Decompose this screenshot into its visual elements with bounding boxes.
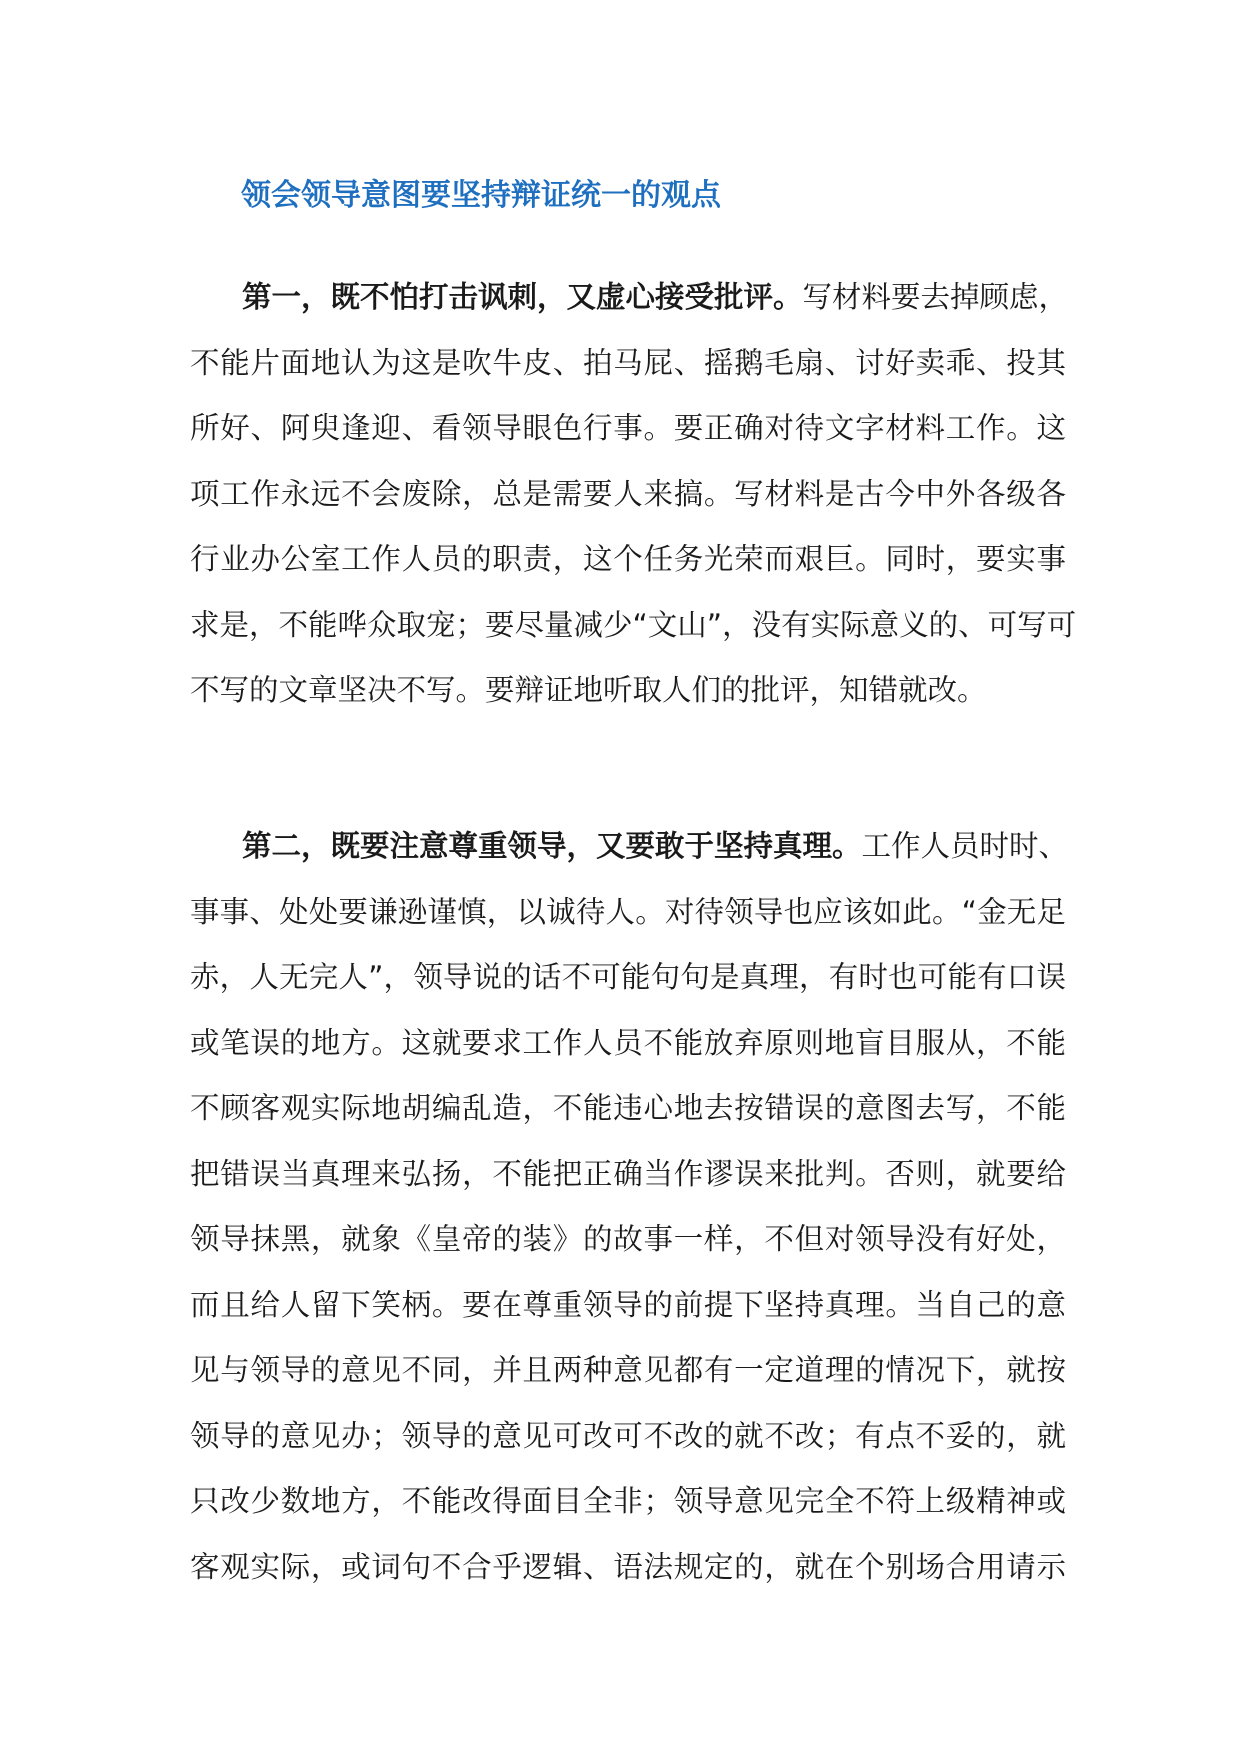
paragraph-lead: 第二，既要注意尊重领导，又要敢于坚持真理。 [242, 829, 862, 863]
paragraph-line: 项工作永远不会废除，总是需要人来搞。写材料是古今中外各级各 [190, 476, 1066, 511]
paragraph-line: 把错误当真理来弘扬，不能把正确当作谬误来批判。否则，就要给 [190, 1156, 1066, 1191]
document-title: 领会领导意图要坚持辩证统一的观点 [241, 178, 721, 213]
paragraph-line: 领导的意见办；领导的意见可改可不改的就不改；有点不妥的，就 [190, 1418, 1066, 1453]
paragraph-line: 不能片面地认为这是吹牛皮、拍马屁、摇鹅毛扇、讨好卖乖、投其 [190, 345, 1066, 380]
paragraph-line: 而且给人留下笑柄。要在尊重领导的前提下坚持真理。当自己的意 [190, 1287, 1066, 1322]
paragraph-1 [190, 265, 1077, 724]
paragraph-line: 行业办公室工作人员的职责，这个任务光荣而艰巨。同时，要实事 [190, 542, 1066, 576]
paragraph-line [190, 814, 1069, 880]
paragraph-line: 不顾客观实际地胡编乱造，不能违心地去按错误的意图去写，不能 [190, 1091, 1066, 1125]
paragraph-line: 求是，不能哗众取宠；要尽量减少“文山”，没有实际意义的、可写可 [190, 607, 1077, 642]
paragraph-text: 工作人员时时、 [861, 829, 1069, 863]
paragraph-line: 客观实际，或词句不合乎逻辑、语法规定的，就在个别场合用请示 [190, 1549, 1066, 1584]
paragraph-line: 不写的文章坚决不写。要辩证地听取人们的批评，知错就改。 [190, 673, 987, 707]
paragraph-line: 所好、阿臾逢迎、看领导眼色行事。要正确对待文字材料工作。这 [190, 411, 1066, 445]
paragraph-line: 或笔误的地方。这就要求工作人员不能放弃原则地盲目服从，不能 [190, 1025, 1066, 1060]
paragraph-text: 写材料要去掉顾虑， [802, 280, 1069, 314]
paragraph-line [190, 265, 1069, 331]
paragraph-line: 见与领导的意见不同，并且两种意见都有一定道理的情况下，就按 [190, 1353, 1066, 1387]
paragraph-line: 赤，人无完人”，领导说的话不可能句句是真理，有时也可能有口误 [190, 960, 1066, 994]
paragraph-line: 领导抹黑，就象《皇帝的装》的故事一样，不但对领导没有好处， [190, 1222, 1066, 1256]
paragraph-2 [190, 814, 1069, 1600]
paragraph-lead: 第一，既不怕打击讽刺，又虚心接受批评。 [242, 280, 803, 314]
paragraph-line: 只改少数地方，不能改得面目全非；领导意见完全不符上级精神或 [190, 1484, 1066, 1518]
paragraph-line: 事事、处处要谦逊谨慎，以诚待人。对待领导也应该如此。“金无足 [190, 894, 1066, 929]
